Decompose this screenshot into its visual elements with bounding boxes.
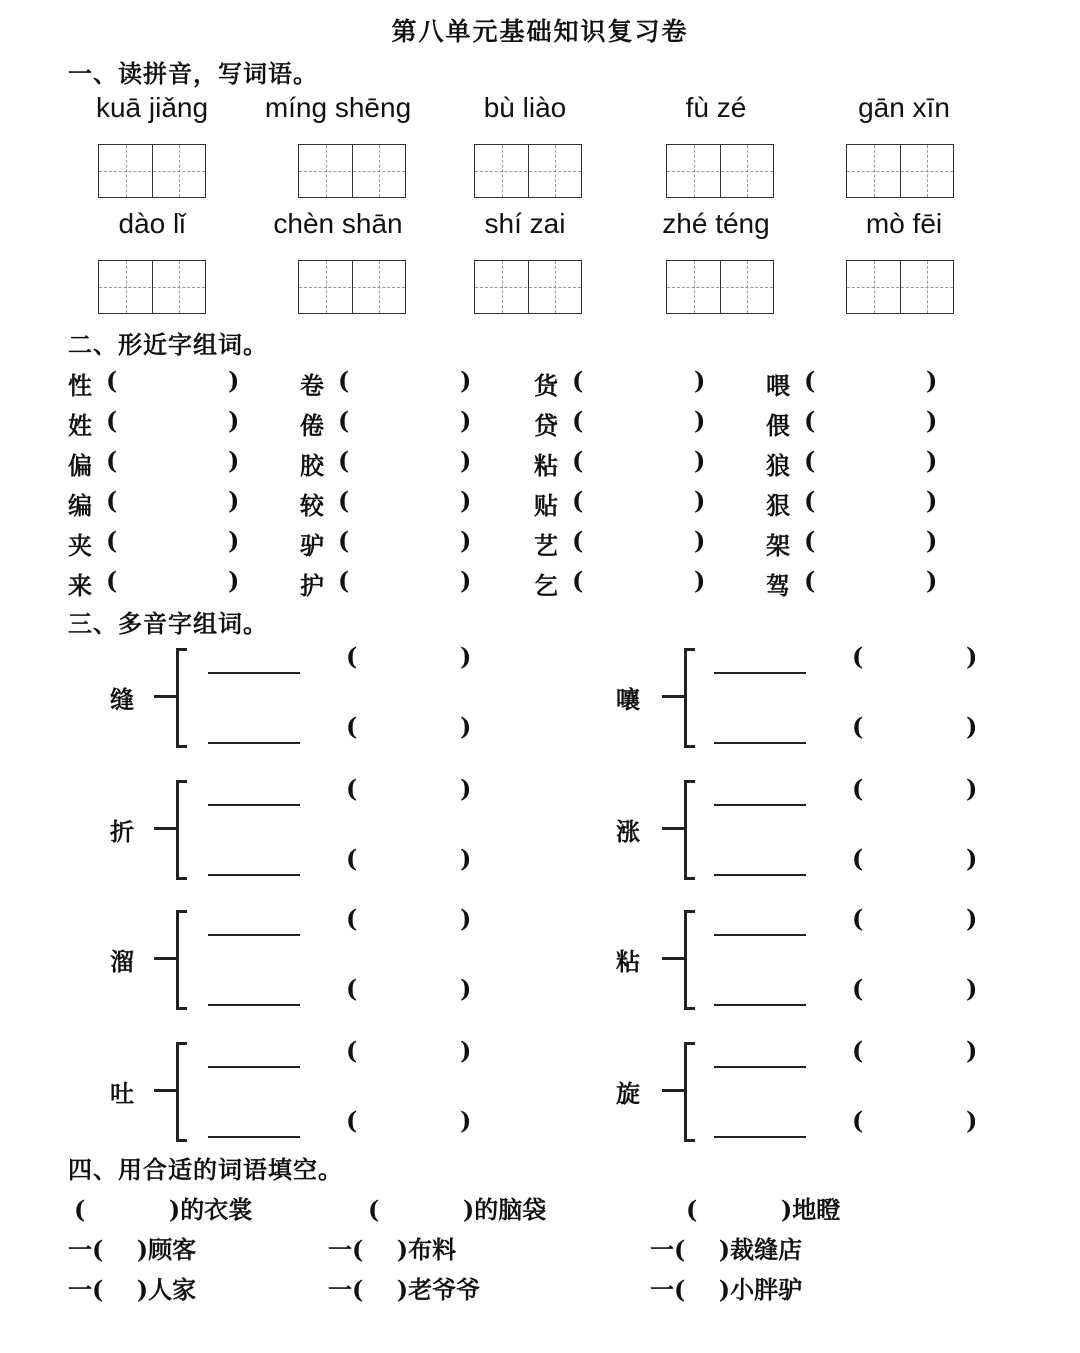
open-paren: ( xyxy=(572,366,584,395)
writing-grid[interactable] xyxy=(98,144,206,198)
close-paren: ) xyxy=(460,566,472,595)
polyphonic-char: 嚷 xyxy=(616,685,640,714)
open-paren: ( xyxy=(346,974,358,1003)
open-paren: ( xyxy=(338,446,350,475)
close-paren: ) xyxy=(926,486,938,515)
close-paren: ) xyxy=(228,526,240,555)
writing-grid[interactable] xyxy=(98,260,206,314)
close-paren: ) xyxy=(966,844,978,873)
similar-char: 偎 xyxy=(766,411,790,440)
page-title: 第八单元基础知识复习卷 xyxy=(391,17,689,46)
fill-item: 一( )小胖驴 xyxy=(650,1275,803,1304)
open-paren: ( xyxy=(804,406,816,435)
pinyin-label: míng shēng xyxy=(264,92,412,123)
close-paren: ) xyxy=(460,446,472,475)
open-paren: ( xyxy=(106,566,118,595)
answer-blank[interactable] xyxy=(356,486,456,518)
close-paren: ) xyxy=(694,406,706,435)
brace xyxy=(176,1042,187,1142)
brace-stub xyxy=(154,957,176,960)
brace-stub xyxy=(662,695,684,698)
answer-blank[interactable] xyxy=(356,566,456,598)
close-paren: ) xyxy=(694,486,706,515)
open-paren: ( xyxy=(804,446,816,475)
close-paren: ) xyxy=(460,642,472,671)
close-paren: ) xyxy=(228,406,240,435)
section-3-heading: 三、多音字组词。 xyxy=(68,609,268,638)
open-paren: ( xyxy=(106,366,118,395)
brace xyxy=(684,648,695,748)
answer-blank[interactable] xyxy=(356,366,456,398)
fill-item: ( )的脑袋 xyxy=(368,1195,547,1224)
close-paren: ) xyxy=(966,974,978,1003)
open-paren: ( xyxy=(804,366,816,395)
answer-line[interactable] xyxy=(714,1136,806,1138)
answer-line[interactable] xyxy=(714,672,806,674)
close-paren: ) xyxy=(694,366,706,395)
brace xyxy=(684,910,695,1010)
close-paren: ) xyxy=(694,526,706,555)
close-paren: ) xyxy=(926,526,938,555)
open-paren: ( xyxy=(852,712,864,741)
answer-blank[interactable] xyxy=(590,566,690,598)
similar-char: 护 xyxy=(300,571,324,600)
writing-grid[interactable] xyxy=(474,260,582,314)
close-paren: ) xyxy=(966,1036,978,1065)
brace-stub xyxy=(154,1089,176,1092)
answer-line[interactable] xyxy=(208,1136,300,1138)
close-paren: ) xyxy=(460,844,472,873)
grid-guide xyxy=(475,171,581,172)
grid-guide xyxy=(847,171,953,172)
polyphonic-char: 吐 xyxy=(110,1079,134,1108)
open-paren: ( xyxy=(804,486,816,515)
answer-line[interactable] xyxy=(714,742,806,744)
close-paren: ) xyxy=(460,712,472,741)
close-paren: ) xyxy=(926,446,938,475)
answer-line[interactable] xyxy=(208,742,300,744)
answer-blank[interactable] xyxy=(822,446,922,478)
answer-blank[interactable] xyxy=(356,406,456,438)
fill-item: 一( )布料 xyxy=(328,1235,457,1264)
pinyin-label: gān xīn xyxy=(858,92,950,123)
grid-guide xyxy=(667,171,773,172)
close-paren: ) xyxy=(460,366,472,395)
answer-blank[interactable] xyxy=(590,486,690,518)
answer-blank[interactable] xyxy=(356,526,456,558)
fill-item: 一( )人家 xyxy=(68,1275,197,1304)
brace xyxy=(684,780,695,880)
answer-blank[interactable] xyxy=(590,446,690,478)
close-paren: ) xyxy=(966,1106,978,1135)
close-paren: ) xyxy=(460,486,472,515)
writing-grid[interactable] xyxy=(474,144,582,198)
polyphonic-char: 涨 xyxy=(616,817,640,846)
pinyin-label: shí zai xyxy=(484,208,566,239)
open-paren: ( xyxy=(572,486,584,515)
pinyin-label: chèn shān xyxy=(273,208,403,239)
grid-guide xyxy=(99,171,205,172)
section-1-heading: 一、读拼音，写词语。 xyxy=(68,59,318,88)
answer-blank[interactable] xyxy=(822,366,922,398)
answer-blank[interactable] xyxy=(356,446,456,478)
close-paren: ) xyxy=(966,642,978,671)
similar-char: 性 xyxy=(68,371,92,400)
open-paren: ( xyxy=(346,774,358,803)
writing-grid[interactable] xyxy=(298,144,406,198)
answer-line[interactable] xyxy=(714,1066,806,1068)
close-paren: ) xyxy=(926,566,938,595)
brace-stub xyxy=(154,695,176,698)
similar-char: 驾 xyxy=(766,571,790,600)
open-paren: ( xyxy=(106,446,118,475)
close-paren: ) xyxy=(460,1036,472,1065)
answer-blank[interactable] xyxy=(822,486,922,518)
similar-char: 贴 xyxy=(534,491,558,520)
answer-line[interactable] xyxy=(714,874,806,876)
open-paren: ( xyxy=(572,406,584,435)
similar-char: 姓 xyxy=(68,411,92,440)
open-paren: ( xyxy=(346,904,358,933)
answer-line[interactable] xyxy=(714,1004,806,1006)
open-paren: ( xyxy=(572,526,584,555)
similar-char: 架 xyxy=(766,531,790,560)
brace xyxy=(684,1042,695,1142)
open-paren: ( xyxy=(572,566,584,595)
answer-blank[interactable] xyxy=(124,526,224,558)
polyphonic-char: 旋 xyxy=(616,1079,640,1108)
open-paren: ( xyxy=(852,844,864,873)
fill-item: 一( )裁缝店 xyxy=(650,1235,803,1264)
writing-grid[interactable] xyxy=(298,260,406,314)
close-paren: ) xyxy=(694,566,706,595)
similar-char: 胶 xyxy=(300,451,324,480)
answer-blank[interactable] xyxy=(124,406,224,438)
similar-char: 偏 xyxy=(68,451,92,480)
similar-char: 喂 xyxy=(766,371,790,400)
grid-guide xyxy=(847,287,953,288)
close-paren: ) xyxy=(228,366,240,395)
open-paren: ( xyxy=(346,844,358,873)
answer-blank[interactable] xyxy=(124,446,224,478)
similar-char: 贷 xyxy=(534,411,558,440)
answer-line[interactable] xyxy=(208,1066,300,1068)
pinyin-label: dào lǐ xyxy=(118,208,186,239)
open-paren: ( xyxy=(852,974,864,1003)
similar-char: 货 xyxy=(534,371,558,400)
open-paren: ( xyxy=(338,366,350,395)
answer-blank[interactable] xyxy=(822,406,922,438)
open-paren: ( xyxy=(346,1036,358,1065)
open-paren: ( xyxy=(572,446,584,475)
close-paren: ) xyxy=(460,904,472,933)
polyphonic-char: 折 xyxy=(110,817,134,846)
polyphonic-char: 溜 xyxy=(110,947,134,976)
open-paren: ( xyxy=(804,566,816,595)
close-paren: ) xyxy=(966,774,978,803)
similar-char: 狠 xyxy=(766,491,790,520)
open-paren: ( xyxy=(106,406,118,435)
grid-guide xyxy=(99,287,205,288)
answer-line[interactable] xyxy=(208,672,300,674)
brace xyxy=(176,648,187,748)
fill-item: 一( )老爷爷 xyxy=(328,1275,481,1304)
open-paren: ( xyxy=(852,642,864,671)
section-2-heading: 二、形近字组词。 xyxy=(68,330,268,359)
open-paren: ( xyxy=(346,1106,358,1135)
close-paren: ) xyxy=(228,446,240,475)
answer-line[interactable] xyxy=(714,804,806,806)
brace xyxy=(176,910,187,1010)
brace-stub xyxy=(662,827,684,830)
answer-line[interactable] xyxy=(208,804,300,806)
writing-grid[interactable] xyxy=(846,144,954,198)
fill-item: ( )的衣裳 xyxy=(74,1195,253,1224)
open-paren: ( xyxy=(852,774,864,803)
pinyin-label: bù liào xyxy=(483,92,567,123)
brace-stub xyxy=(154,827,176,830)
answer-line[interactable] xyxy=(208,874,300,876)
answer-blank[interactable] xyxy=(822,566,922,598)
similar-char: 艺 xyxy=(534,531,558,560)
answer-blank[interactable] xyxy=(822,526,922,558)
close-paren: ) xyxy=(460,774,472,803)
open-paren: ( xyxy=(852,1106,864,1135)
close-paren: ) xyxy=(460,1106,472,1135)
answer-blank[interactable] xyxy=(124,486,224,518)
similar-char: 驴 xyxy=(300,531,324,560)
similar-char: 狼 xyxy=(766,451,790,480)
pinyin-label: kuā jiǎng xyxy=(95,92,209,123)
similar-char: 卷 xyxy=(300,371,324,400)
similar-char: 粘 xyxy=(534,451,558,480)
open-paren: ( xyxy=(804,526,816,555)
answer-blank[interactable] xyxy=(124,566,224,598)
open-paren: ( xyxy=(338,486,350,515)
similar-char: 倦 xyxy=(300,411,324,440)
close-paren: ) xyxy=(926,406,938,435)
fill-item: ( )地瞪 xyxy=(686,1195,841,1224)
answer-line[interactable] xyxy=(208,934,300,936)
answer-blank[interactable] xyxy=(590,366,690,398)
grid-guide xyxy=(667,287,773,288)
writing-grid[interactable] xyxy=(666,144,774,198)
fill-item: 一( )顾客 xyxy=(68,1235,197,1264)
grid-guide xyxy=(475,287,581,288)
similar-char: 夹 xyxy=(68,531,92,560)
writing-grid[interactable] xyxy=(846,260,954,314)
open-paren: ( xyxy=(346,642,358,671)
answer-blank[interactable] xyxy=(590,406,690,438)
close-paren: ) xyxy=(966,712,978,741)
writing-grid[interactable] xyxy=(666,260,774,314)
polyphonic-char: 粘 xyxy=(616,947,640,976)
close-paren: ) xyxy=(460,406,472,435)
brace xyxy=(176,780,187,880)
close-paren: ) xyxy=(926,366,938,395)
close-paren: ) xyxy=(460,974,472,1003)
brace-stub xyxy=(662,1089,684,1092)
answer-blank[interactable] xyxy=(590,526,690,558)
answer-line[interactable] xyxy=(714,934,806,936)
similar-char: 来 xyxy=(68,571,92,600)
close-paren: ) xyxy=(460,526,472,555)
brace-stub xyxy=(662,957,684,960)
open-paren: ( xyxy=(106,486,118,515)
close-paren: ) xyxy=(694,446,706,475)
open-paren: ( xyxy=(852,904,864,933)
section-4-heading: 四、用合适的词语填空。 xyxy=(68,1155,343,1184)
pinyin-label: fù zé xyxy=(685,92,747,123)
similar-char: 较 xyxy=(300,491,324,520)
open-paren: ( xyxy=(346,712,358,741)
grid-guide xyxy=(299,287,405,288)
open-paren: ( xyxy=(338,406,350,435)
close-paren: ) xyxy=(228,566,240,595)
answer-line[interactable] xyxy=(208,1004,300,1006)
similar-char: 乞 xyxy=(534,571,558,600)
pinyin-label: mò fēi xyxy=(865,208,943,239)
open-paren: ( xyxy=(338,526,350,555)
polyphonic-char: 缝 xyxy=(110,685,134,714)
close-paren: ) xyxy=(966,904,978,933)
pinyin-label: zhé téng xyxy=(662,208,770,239)
answer-blank[interactable] xyxy=(124,366,224,398)
open-paren: ( xyxy=(106,526,118,555)
open-paren: ( xyxy=(852,1036,864,1065)
similar-char: 编 xyxy=(68,491,92,520)
close-paren: ) xyxy=(228,486,240,515)
open-paren: ( xyxy=(338,566,350,595)
grid-guide xyxy=(299,171,405,172)
